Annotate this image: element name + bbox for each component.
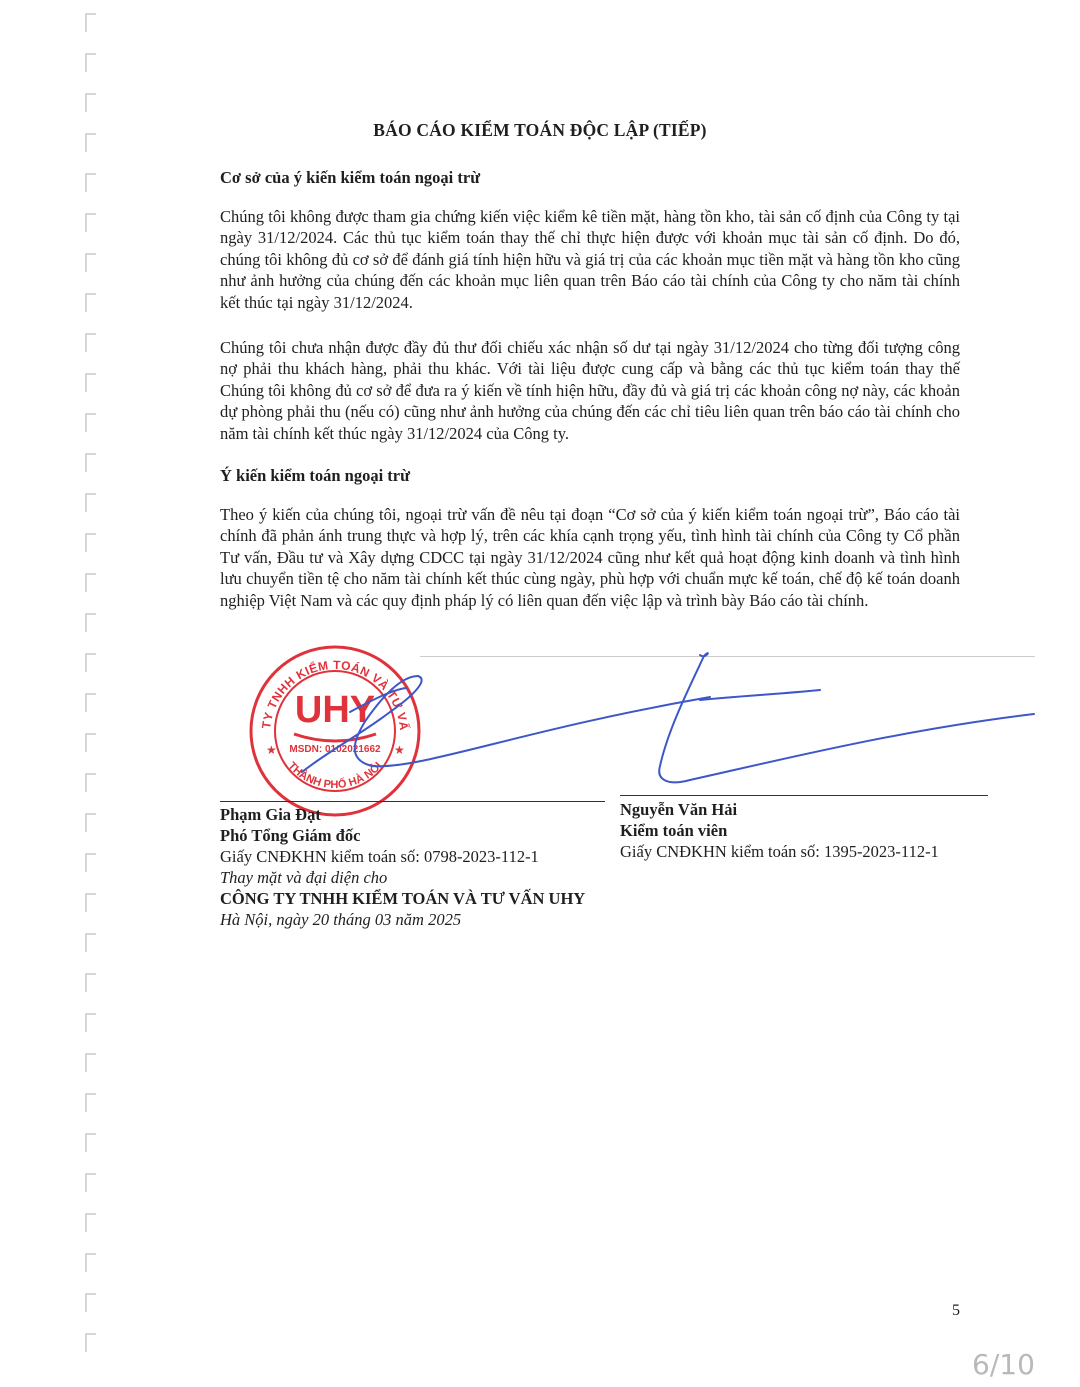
audit-company-name: CÔNG TY TNHH KIỂM TOÁN VÀ TƯ VẤN UHY <box>220 889 586 908</box>
binding-hole-mark <box>86 1294 96 1312</box>
paragraph-basis-2: Chúng tôi chưa nhận được đầy đủ thư đối chiếu xác nhận số dư tại ngày 31/12/2024 cho từng đối tượng công nợ phải thu khách hàng, phải thu khác. Với tài liệu được cung cấp và bằng các thủ tục kiểm toán thay thế Chúng tôi không đủ cơ sở để đưa ra ý kiến về tính hiện hữu, đầy đủ và giá trị các khoản công nợ này, các khoản dự phòng phải thu (nếu có) cũng như ảnh hưởng của chúng đến các chỉ tiêu liên quan trên báo cáo tài chính cho năm tài chính kết thúc ngày 31/12/2024 của Công ty. <box>220 338 960 443</box>
binding-hole-mark <box>86 174 96 192</box>
report-title: BÁO CÁO KIỂM TOÁN ĐỘC LẬP (TIẾP) <box>373 120 707 140</box>
binding-hole-mark <box>86 94 96 112</box>
paragraph-basis-1: Chúng tôi không được tham gia chứng kiến việc kiểm kê tiền mặt, hàng tồn kho, tài sản cố định của Công ty tại ngày 31/12/2024. Các thủ tục kiểm toán thay thế chỉ thực hiện được với khoản mục tài sản cố định. Do đó, chúng tôi không đủ cơ sở để đánh giá tính hiện hữu và giá trị của các khoản mục tiền mặt và hàng tồn kho cũng như ảnh hưởng của chúng đến các khoản mục liên quan trên Báo cáo tài chính của Công ty cho năm tài chính kết thúc tại ngày 31/12/2024. <box>220 207 960 312</box>
binding-hole-mark <box>86 254 96 272</box>
binding-hole-mark <box>86 1214 96 1232</box>
binding-hole-mark <box>86 294 96 312</box>
signatory-right-license: Giấy CNĐKHN kiểm toán số: 1395-2023-112-1 <box>620 842 939 861</box>
binding-hole-mark <box>86 694 96 712</box>
page-number: 5 <box>952 1302 960 1319</box>
binding-hole-mark <box>86 814 96 832</box>
stamp-logo: UHY <box>294 689 376 731</box>
signature-line-right <box>620 795 988 796</box>
signature-line-left <box>220 801 605 802</box>
place-date: Hà Nội, ngày 20 tháng 03 năm 2025 <box>220 910 462 929</box>
viewer-page-counter: 6/10 <box>972 1348 1035 1381</box>
binding-hole-mark <box>86 454 96 472</box>
binding-hole-mark <box>86 1334 96 1352</box>
binding-hole-mark <box>86 374 96 392</box>
binding-hole-mark <box>86 214 96 232</box>
binding-hole-mark <box>86 1174 96 1192</box>
binding-hole-mark <box>86 734 96 752</box>
binding-hole-mark <box>86 54 96 72</box>
binding-hole-mark <box>86 934 96 952</box>
signatory-right-position: Kiểm toán viên <box>620 821 728 840</box>
binding-hole-mark <box>86 1134 96 1152</box>
company-stamp <box>246 642 424 820</box>
binding-hole-mark <box>86 974 96 992</box>
signatory-right-name: Nguyễn Văn Hải <box>620 800 738 819</box>
binding-hole-mark <box>86 1054 96 1072</box>
binding-hole-mark <box>86 894 96 912</box>
stamp-outer-text: TY TNHH KIỂM TOÁN VÀ TƯ VẤ <box>259 657 412 732</box>
signatory-left <box>220 804 585 930</box>
binding-holes <box>74 0 104 1382</box>
section-heading-basis: Cơ sở của ý kiến kiểm toán ngoại trừ <box>220 168 481 187</box>
binding-hole-mark <box>86 534 96 552</box>
svg-text:THÀNH PHỐ HÀ NỘI <box>285 760 384 791</box>
section-heading-opinion: Ý kiến kiểm toán ngoại trừ <box>220 466 411 485</box>
signatory-left-license: Giấy CNĐKHN kiểm toán số: 0798-2023-112-1 <box>220 847 539 866</box>
stamp-city-text: THÀNH PHỐ HÀ NỘI <box>285 759 385 792</box>
paragraph-opinion: Theo ý kiến của chúng tôi, ngoại trừ vấn đề nêu tại đoạn “Cơ sở của ý kiến kiểm toán ngoại trừ”, Báo cáo tài chính đã phản ánh trung thực và hợp lý, trên các khía cạnh trọng yếu, tình hình tài chính của Công ty Cổ phần Tư vấn, Đầu tư và Xây dựng CDCC tại ngày 31/12/2024 cũng như kết quả hoạt động kinh doanh và tình hình lưu chuyển tiền tệ cho năm tài chính kết thúc cùng ngày, phù hợp với chuẩn mực kế toán, chế độ kế toán doanh nghiệp Việt Nam và các quy định pháp lý có liên quan đến việc lập và trình bày Báo cáo tài chính. <box>220 505 960 610</box>
faint-rule <box>420 656 1035 657</box>
signatory-left-position: Phó Tổng Giám đốc <box>220 826 361 845</box>
binding-hole-mark <box>86 494 96 512</box>
signatory-right <box>620 799 939 862</box>
binding-hole-mark <box>86 1094 96 1112</box>
stamp-star-icon: ★ <box>394 743 405 757</box>
on-behalf-text: Thay mặt và đại diện cho <box>220 868 388 887</box>
binding-hole-mark <box>86 854 96 872</box>
stamp-tax-code: MSDN: 0102021662 <box>289 744 381 755</box>
stamp-star-icon: ★ <box>266 743 277 757</box>
binding-hole-mark <box>86 774 96 792</box>
binding-hole-mark <box>86 334 96 352</box>
binding-hole-mark <box>86 1254 96 1272</box>
signatory-left-name: Phạm Gia Đạt <box>220 805 321 824</box>
binding-hole-mark <box>86 1014 96 1032</box>
binding-hole-mark <box>86 414 96 432</box>
binding-hole-mark <box>86 574 96 592</box>
binding-hole-mark <box>86 654 96 672</box>
binding-hole-mark <box>86 614 96 632</box>
binding-hole-mark <box>86 14 96 32</box>
